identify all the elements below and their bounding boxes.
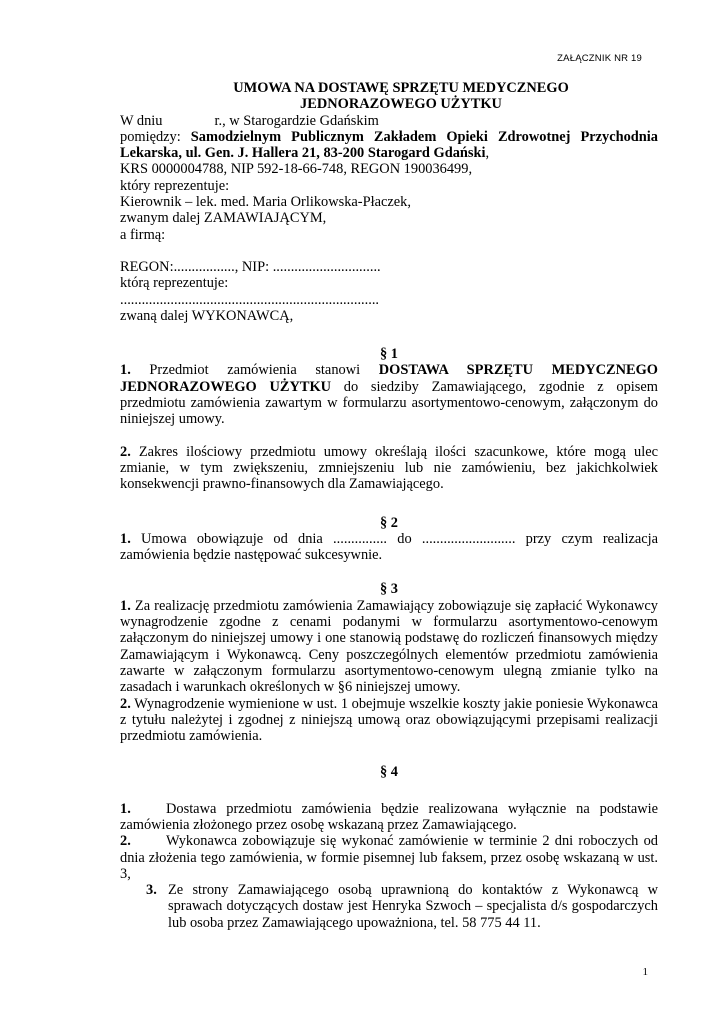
s4-paragraph-1 — [120, 801, 658, 834]
section-2-heading: § 2 — [380, 514, 398, 531]
s1-p2-number: 2. — [120, 443, 131, 460]
s1-p1-number: 1. — [120, 362, 131, 379]
s3-p1-number: 1. — [120, 597, 131, 614]
director-line: Kierownik – lek. med. Maria Orlikowska-Płaczek, — [120, 194, 411, 211]
called-contractor: zwaną dalej WYKONAWCĄ, — [120, 307, 294, 324]
s1-p1-text-b: do siedziby Zamawiającego, zgodnie z opisem przedmiotu zamówienia zawartym w formularzu asortymentowo-cenowym, załączonym do niniejszej umowy. — [120, 378, 658, 428]
attachment-label: ZAŁĄCZNIK NR 19 — [557, 53, 642, 64]
s3-p2-number: 2. — [120, 695, 131, 712]
section-3-heading: § 3 — [380, 581, 398, 598]
s4-p1-text: Dostawa przedmiotu zamówienia będzie realizowana wyłącznie na podstawie zamówienia złożonego przez osobę wskazaną przez Zamawiającego. — [120, 800, 658, 833]
s4-p3-text: Ze strony Zamawiającego osobą uprawnioną do kontaktów z Wykonawcą w sprawach dotyczących dostaw jest Henryka Szwoch – specjalista d/s gospodarczych lub osoba przez Zamawiającego upoważniona, tel. 58 775 44 11. — [168, 882, 658, 931]
s4-paragraph-2 — [120, 833, 658, 882]
s3-p1-text: Za realizację przedmiotu zamówienia Zamawiający zobowiązuje się zapłacić Wykonawcy wynagrodzenie zgodne z cenami podanymi w formularzu asortymentowo-cenowym załączonym do niniejszej umowy i one stanowią podstawę do rozliczeń finansowych między Zamawiającym i Wykonawcą. Ceny poszczególnych elementów przedmiotu zamówienia zawarte w załączonym formularzu asortymentowo-cenowym ulegną zmianie tylko na zasadach i warunkach określonych w §6 niniejszej umowy. — [120, 597, 658, 696]
called-orderer: zwanym dalej ZAMAWIAJĄCYM, — [120, 210, 327, 227]
s1-paragraph-2 — [120, 444, 658, 493]
s4-paragraph-3 — [146, 882, 658, 931]
between-label: pomiędzy: — [120, 128, 191, 145]
intro — [120, 113, 658, 325]
regon-nip-line: REGON:................., NIP: .............................. — [120, 258, 381, 275]
s3-paragraph-1 — [120, 598, 658, 696]
date-prefix: W dniu — [120, 112, 163, 129]
date-suffix: r., w Starogardzie Gdańskim — [214, 112, 379, 129]
document-title — [144, 80, 658, 113]
s4-p3-number: 3. — [146, 882, 157, 899]
s3-paragraph-2 — [120, 696, 658, 745]
page-number: 1 — [642, 966, 648, 978]
s2-p1-text: Umowa obowiązuje od dnia ............... do .......................... przy czym realizacja zamówienia będzie następować sukcesywnie. — [120, 530, 658, 564]
s4-p2-text: Wykonawca zobowiązuje się wykonać zamówienie w terminie 2 dni roboczych od dnia złożenia tego zamówienia, w formie pisemnej lub faksem, przez osobę wskazaną w ust. 3, — [120, 833, 658, 882]
s1-p1-bold: DOSTAWA SPRZĘTU MEDYCZNEGO JEDNORAZOWEGO UŻYTKU — [120, 362, 658, 395]
title-line-1: UMOWA NA DOSTAWĘ SPRZĘTU MEDYCZNEGO — [233, 80, 569, 96]
section-4-heading: § 4 — [380, 764, 398, 781]
and-firm: a firmą: — [120, 226, 166, 243]
s3-p2-text: Wynagrodzenie wymienione w ust. 1 obejmuje wszelkie koszty jakie poniesie Wykonawca z tytułu należytej i zgodnej z niniejszą umową oraz obowiązującymi przepisami realizacji przedmiotu zamówienia. — [120, 695, 658, 745]
title-line-2: JEDNORAZOWEGO UŻYTKU — [300, 96, 502, 113]
s1-paragraph-1 — [120, 362, 658, 427]
represented2-line: którą reprezentuje: — [120, 275, 229, 292]
orderer-name: Samodzielnym Publicznym Zakładem Opieki Zdrowotnej Przychodnia Lekarska, ul. Gen. J. Hallera 21, 83-200 Starogard Gdański — [120, 128, 659, 162]
dots-line: ........................................................................ — [120, 291, 380, 308]
section-1-heading: § 1 — [380, 346, 398, 363]
document-body — [120, 80, 658, 931]
party-line — [120, 129, 658, 162]
represented-line: który reprezentuje: — [120, 177, 230, 194]
s1-p2-text: Zakres ilościowy przedmiotu umowy określają ilości szacunkowe, które mogą ulec zmianie, w tym zwiększeniu, zmniejszeniu lub nie zamówieniu, bez jakichkolwiek konsekwencji prawno-finansowych dla Zamawiającego. — [120, 443, 658, 493]
s4-p1-number: 1. — [120, 800, 131, 817]
s1-p1-text-a: Przedmiot zamówienia stanowi — [130, 362, 379, 379]
date-line — [120, 113, 658, 129]
krs-line: KRS 0000004788, NIP 592-18-66-748, REGON 190036499, — [120, 161, 473, 178]
s4-p2-number: 2. — [120, 833, 131, 850]
s2-p1-number: 1. — [120, 530, 131, 547]
party-tail: , — [485, 145, 490, 162]
s2-paragraph-1 — [120, 531, 658, 564]
